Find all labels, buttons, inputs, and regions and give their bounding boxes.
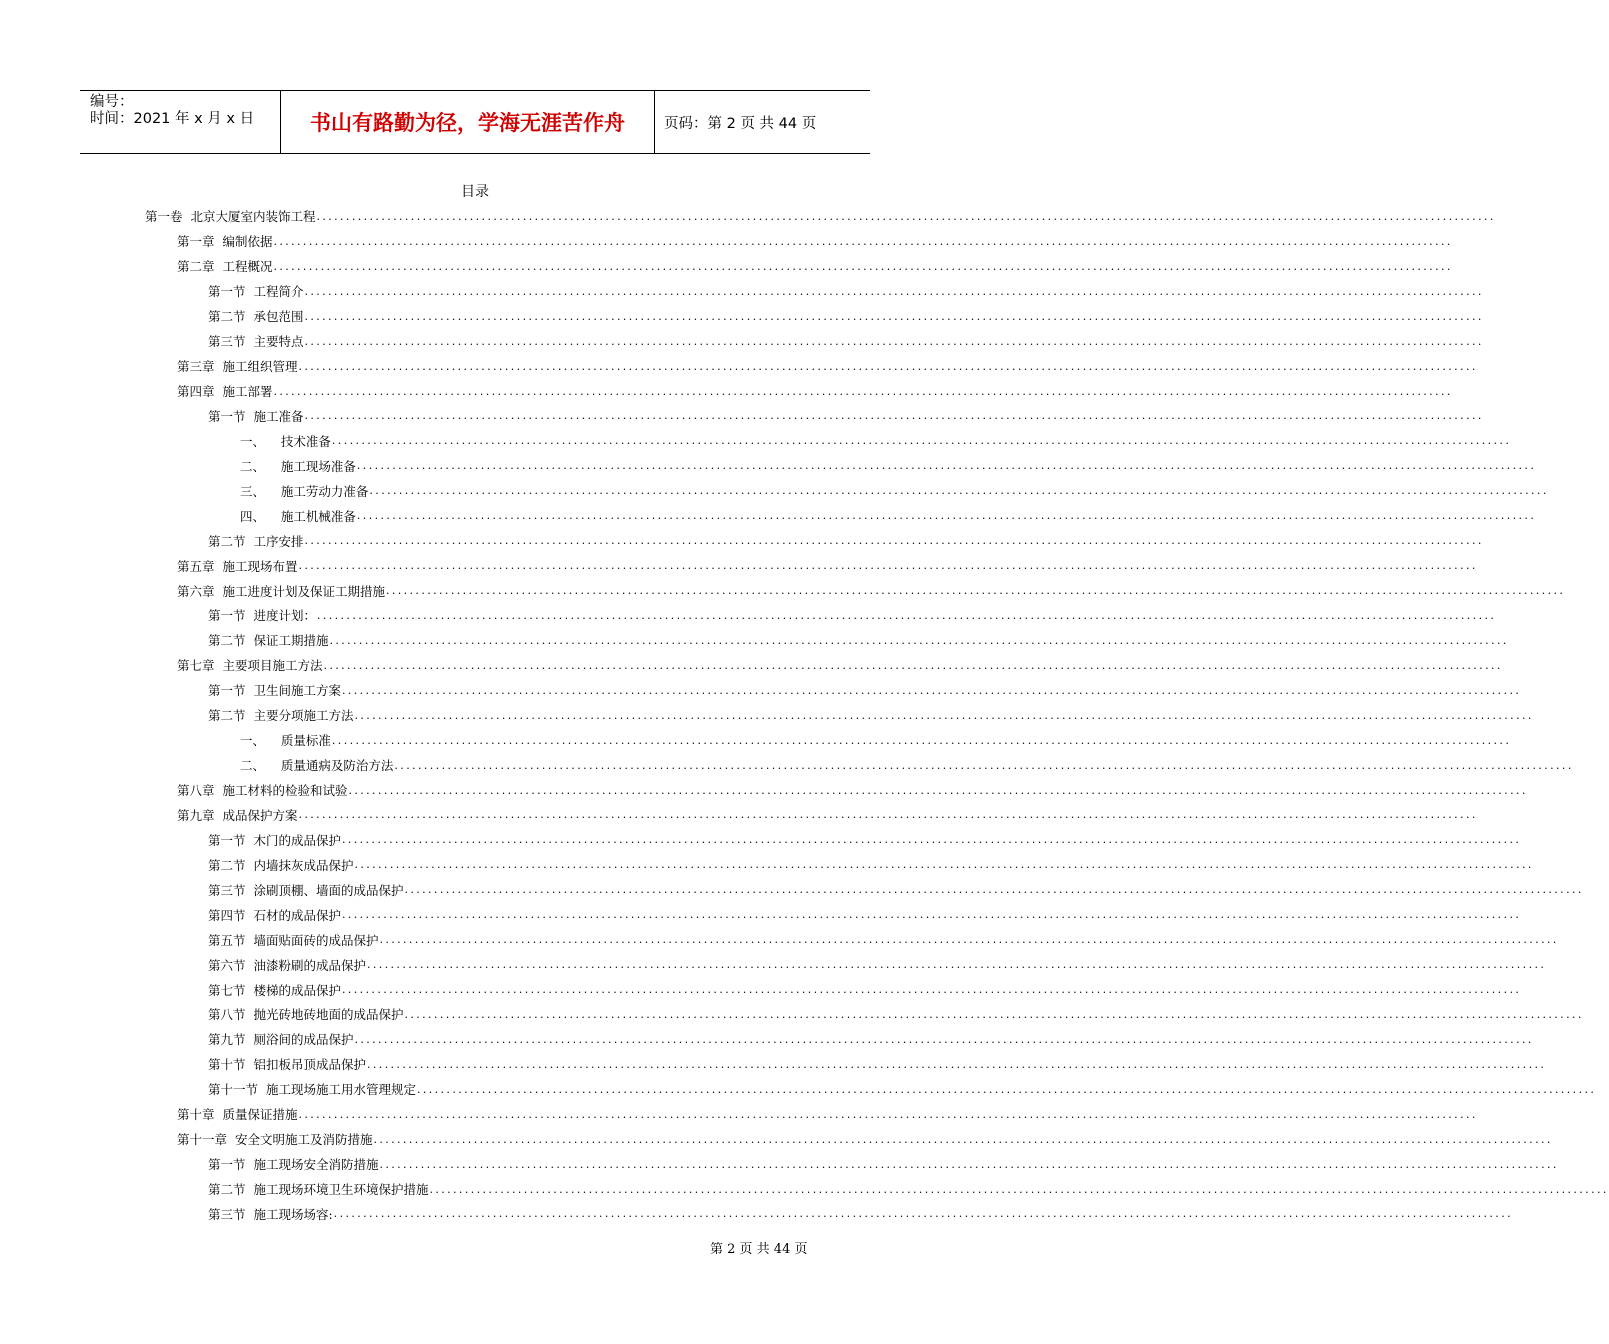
toc-leader-dots: ........................................................................................................................................................................................................	[341, 983, 1522, 997]
toc-entry[interactable]	[0, 354, 1478, 379]
toc-leader-dots: ........................................................................................................................................................................................................	[354, 708, 1534, 722]
toc-entry[interactable]	[0, 304, 1484, 329]
toc-entry-label: 第九节 厕浴间的成品保护	[208, 1032, 354, 1048]
toc-entry[interactable]	[0, 678, 1522, 703]
toc-entry-label: 第一节 施工准备	[208, 408, 304, 424]
toc-entry-label: 第十节 铝扣板吊顶成品保护	[208, 1057, 366, 1073]
toc-leader-dots: ........................................................................................................................................................................................................	[273, 259, 1453, 273]
toc-entry[interactable]	[0, 753, 1574, 778]
toc-entry-label: 二、 施工现场准备	[240, 458, 356, 474]
toc-entry-label: 第一节 进度计划：	[208, 608, 316, 624]
toc-entry-label: 第八节 抛光砖地砖地面的成品保护	[208, 1007, 404, 1023]
toc-leader-dots: ........................................................................................................................................................................................................	[366, 958, 1547, 972]
toc-entry[interactable]	[0, 778, 1528, 803]
header-page-label: 页码：第 2 页 共 44 页	[664, 115, 817, 132]
toc-entry-label: 第九章 成品保护方案	[177, 807, 298, 823]
toc-entry[interactable]	[0, 379, 1453, 404]
toc-entry[interactable]	[0, 977, 1522, 1002]
toc-entry-label: 第二节 施工现场环境卫生环境保护措施	[208, 1182, 429, 1198]
toc-leader-dots: ........................................................................................................................................................................................................	[341, 833, 1522, 847]
toc-entry-label: 一、 技术准备	[240, 433, 331, 449]
toc-entry[interactable]	[0, 1202, 1513, 1227]
toc-entry[interactable]	[0, 952, 1547, 977]
toc-leader-dots: ........................................................................................................................................................................................................	[316, 209, 1496, 223]
toc-entry[interactable]	[0, 927, 1559, 952]
toc-leader-dots: ........................................................................................................................................................................................................	[369, 484, 1549, 498]
toc-entry[interactable]	[0, 1127, 1553, 1152]
toc-entry-label: 第三章 施工组织管理	[177, 359, 298, 375]
toc-entry[interactable]	[0, 628, 1509, 653]
toc-entry[interactable]	[0, 1077, 1597, 1102]
toc-entry[interactable]	[0, 902, 1522, 927]
toc-leader-dots: ........................................................................................................................................................................................................	[273, 234, 1453, 248]
toc-entry-label: 一、 质量标准	[240, 733, 331, 749]
toc-entry-label: 第一章 编制依据	[177, 234, 273, 250]
toc-entry[interactable]	[0, 478, 1549, 503]
table-of-contents	[0, 204, 1609, 1226]
toc-leader-dots: ........................................................................................................................................................................................................	[385, 584, 1566, 598]
toc-entry[interactable]	[0, 877, 1584, 902]
toc-leader-dots: ........................................................................................................................................................................................................	[298, 808, 1478, 822]
page-footer: 第 2 页 共 44 页	[710, 1242, 808, 1257]
toc-entry-label: 第二节 工序安排	[208, 533, 304, 549]
toc-entry[interactable]	[0, 553, 1478, 578]
toc-entry-label: 第五节 墙面贴面砖的成品保护	[208, 932, 379, 948]
toc-leader-dots: ........................................................................................................................................................................................................	[356, 509, 1537, 523]
toc-leader-dots: ........................................................................................................................................................................................................	[304, 284, 1484, 298]
toc-leader-dots: ........................................................................................................................................................................................................	[329, 633, 1509, 647]
toc-entry-label: 三、 施工劳动力准备	[240, 483, 369, 499]
toc-leader-dots: ........................................................................................................................................................................................................	[304, 309, 1484, 323]
toc-entry[interactable]	[0, 1177, 1609, 1202]
toc-entry-label: 第一节 施工现场安全消防措施	[208, 1157, 379, 1173]
toc-entry-label: 二、 质量通病及防治方法	[240, 758, 394, 774]
toc-entry-label: 第十一章 安全文明施工及消防措施	[177, 1132, 373, 1148]
toc-entry-label: 第七章 主要项目施工方法	[177, 658, 323, 674]
toc-leader-dots: ........................................................................................................................................................................................................	[298, 559, 1478, 573]
toc-entry[interactable]	[0, 852, 1534, 877]
toc-entry[interactable]	[0, 503, 1537, 528]
toc-leader-dots: ........................................................................................................................................................................................................	[273, 384, 1453, 398]
toc-entry[interactable]	[0, 254, 1453, 279]
toc-leader-dots: ........................................................................................................................................................................................................	[429, 1182, 1609, 1196]
time-label: 时间：2021 年 x 月 x 日	[90, 111, 255, 127]
header-motto: 书山有路勤为径，学海无涯苦作舟	[281, 91, 655, 153]
toc-entry[interactable]	[0, 603, 1497, 628]
toc-entry-label: 第四章 施工部署	[177, 384, 273, 400]
toc-leader-dots: ........................................................................................................................................................................................................	[356, 459, 1537, 473]
toc-entry[interactable]	[0, 453, 1537, 478]
toc-entry[interactable]	[0, 428, 1512, 453]
toc-leader-dots: ........................................................................................................................................................................................................	[304, 409, 1484, 423]
toc-leader-dots: ........................................................................................................................................................................................................	[348, 783, 1528, 797]
toc-leader-dots: ........................................................................................................................................................................................................	[331, 733, 1512, 747]
toc-entry[interactable]	[0, 827, 1522, 852]
toc-leader-dots: ........................................................................................................................................................................................................	[323, 658, 1503, 672]
toc-entry-label: 第一节 卫生间施工方案	[208, 683, 341, 699]
toc-leader-dots: ........................................................................................................................................................................................................	[331, 434, 1512, 448]
toc-entry[interactable]	[0, 229, 1453, 254]
toc-entry[interactable]	[0, 803, 1478, 828]
toc-entry[interactable]	[0, 578, 1566, 603]
toc-entry[interactable]	[0, 703, 1534, 728]
toc-entry-label: 第三节 涂刷顶棚、墙面的成品保护	[208, 882, 404, 898]
toc-leader-dots: ........................................................................................................................................................................................................	[404, 883, 1584, 897]
toc-leader-dots: ........................................................................................................................................................................................................	[354, 858, 1534, 872]
toc-entry-label: 第三节 主要特点	[208, 334, 304, 350]
toc-entry[interactable]	[0, 1152, 1559, 1177]
toc-leader-dots: ........................................................................................................................................................................................................	[379, 1157, 1559, 1171]
toc-leader-dots: ........................................................................................................................................................................................................	[333, 1207, 1513, 1221]
toc-entry-label: 第二节 主要分项施工方法	[208, 708, 354, 724]
toc-entry-label: 第一节 木门的成品保护	[208, 832, 341, 848]
header-meta	[80, 91, 281, 153]
toc-entry-label: 第三节 施工现场场容:	[208, 1206, 333, 1222]
toc-entry[interactable]	[0, 728, 1512, 753]
toc-entry[interactable]	[0, 279, 1484, 304]
toc-leader-dots: ........................................................................................................................................................................................................	[298, 1107, 1478, 1121]
toc-leader-dots: ........................................................................................................................................................................................................	[341, 908, 1522, 922]
toc-entry-label: 第一节 工程简介	[208, 284, 304, 300]
toc-entry[interactable]	[0, 653, 1503, 678]
toc-leader-dots: ........................................................................................................................................................................................................	[379, 933, 1559, 947]
toc-entry-label: 第五章 施工现场布置	[177, 558, 298, 574]
toc-entry-label: 第二章 工程概况	[177, 259, 273, 275]
toc-entry-label: 第十一节 施工现场施工用水管理规定	[208, 1082, 416, 1098]
toc-entry-label: 第四节 石材的成品保护	[208, 907, 341, 923]
toc-entry[interactable]	[0, 1052, 1547, 1077]
toc-entry[interactable]	[0, 1002, 1584, 1027]
toc-leader-dots: ........................................................................................................................................................................................................	[404, 1007, 1584, 1021]
toc-leader-dots: ........................................................................................................................................................................................................	[304, 534, 1484, 548]
toc-entry-label: 第十章 质量保证措施	[177, 1107, 298, 1123]
toc-leader-dots: ........................................................................................................................................................................................................	[298, 359, 1478, 373]
toc-entry[interactable]	[0, 404, 1484, 429]
toc-entry[interactable]	[0, 1027, 1534, 1052]
number-label: 编号：	[90, 94, 134, 110]
toc-leader-dots: ........................................................................................................................................................................................................	[366, 1057, 1547, 1071]
toc-entry-label: 第六节 油漆粉刷的成品保护	[208, 957, 366, 973]
toc-leader-dots: ........................................................................................................................................................................................................	[394, 758, 1574, 772]
toc-leader-dots: ........................................................................................................................................................................................................	[316, 608, 1497, 622]
toc-entry[interactable]	[0, 329, 1484, 354]
toc-entry-label: 第一卷 北京大厦室内装饰工程	[145, 209, 316, 225]
toc-entry-label: 第七节 楼梯的成品保护	[208, 982, 341, 998]
toc-entry-label: 第二节 内墙抹灰成品保护	[208, 857, 354, 873]
toc-entry-label: 四、 施工机械准备	[240, 508, 356, 524]
toc-leader-dots: ........................................................................................................................................................................................................	[304, 334, 1484, 348]
toc-leader-dots: ........................................................................................................................................................................................................	[373, 1132, 1553, 1146]
toc-entry-label: 第八章 施工材料的检验和试验	[177, 783, 348, 799]
toc-entry-label: 第二节 保证工期措施	[208, 633, 329, 649]
toc-entry-label: 第二节 承包范围	[208, 309, 304, 325]
toc-leader-dots: ........................................................................................................................................................................................................	[416, 1082, 1597, 1096]
toc-entry-label: 第六章 施工进度计划及保证工期措施	[177, 583, 385, 599]
toc-entry[interactable]	[0, 528, 1484, 553]
page-header	[80, 90, 870, 154]
toc-entry[interactable]	[0, 204, 1496, 229]
toc-leader-dots: ........................................................................................................................................................................................................	[354, 1032, 1534, 1046]
toc-entry[interactable]	[0, 1102, 1478, 1127]
toc-leader-dots: ........................................................................................................................................................................................................	[341, 683, 1522, 697]
toc-title: 目录	[461, 184, 489, 200]
